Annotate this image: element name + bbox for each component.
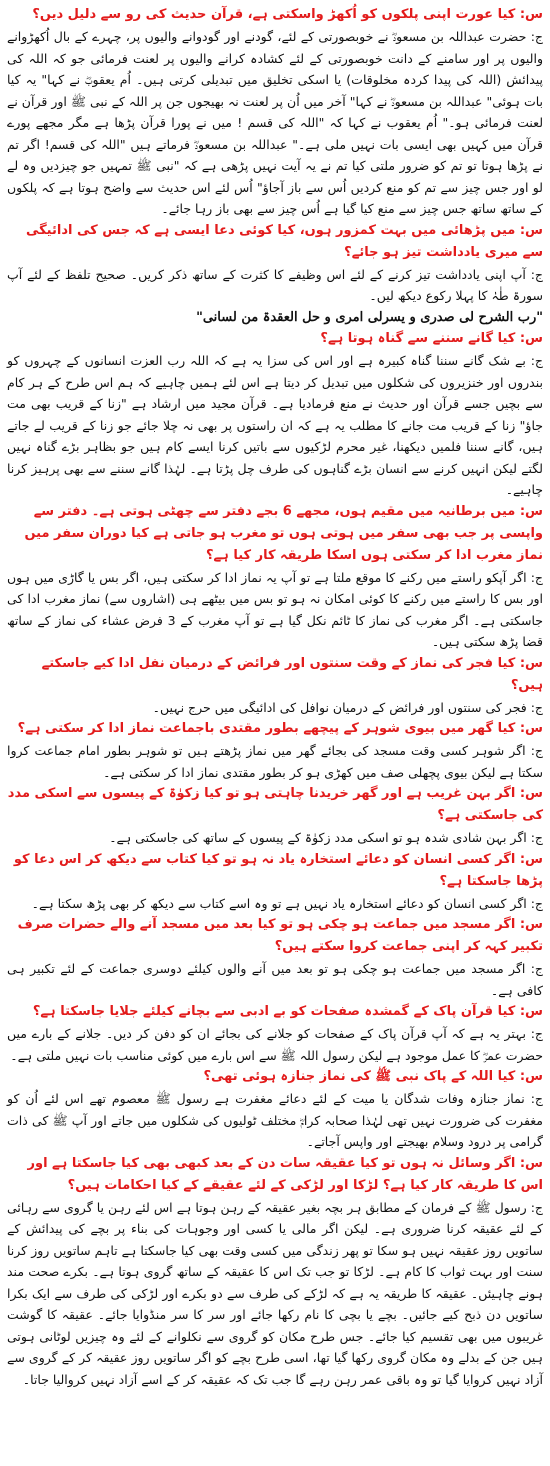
qa-item-3 [7, 328, 543, 501]
answer-9: ج: اگر مسجد میں جماعت ہو چکی ہو تو بعد میں آنے والوں کیلئے دوسری جماعت کے لئے تکبیر ہی کافی ہے۔ [7, 961, 543, 998]
qa-item-6 [7, 718, 543, 783]
answer-7: ج: اگر بہن شادی شدہ ہو تو اسکی مدد زکوٰۃ کے پیسوں کے ساتھ کی جاسکتی ہے۔ [109, 830, 543, 845]
answer-10: ج: بہتر یہ ہے کہ آپ قرآن پاک کے صفحات کو جلانے کی بجائے ان کو دفن کر دیں۔ جلانے کے بارے میں حضرت عمرؓ کا عمل موجود ہے لیکن رسول اللہ ﷺ سے اس بارے میں کوئی مناسب بات نہیں ملتی ہے۔ [7, 1026, 543, 1063]
answer-11: ج: نماز جنازہ وفات شدگان یا میت کے لئے دعائے مغفرت ہے رسول ﷺ معصوم تھے اس لئے اُن کو مغفرت کی ضرورت نہیں تھی لہٰذا صحابہ کرامؓ مختلف ٹولیوں کی شکلوں میں جاتے اور آپ ﷺ کی ذات گرامی پر درود وسلام بھیجتے اور واپس آجاتے۔ [7, 1091, 543, 1149]
qa-item-1 [7, 4, 543, 220]
question-4: س: میں برطانیہ میں مقیم ہوں، مجھے 6 بجے دفتر سے چھٹی ہوتی ہے۔ دفتر سے واپسی پر جب بھی سفر میں ہوتی ہوں تو مغرب ہو جاتی ہے کیا دوران سفر میں نماز مغرب ادا کر سکتی ہوں اسکا طریقہ کار کیا ہے؟ [24, 503, 543, 563]
answer-3: ج: بے شک گانے سننا گناہ کبیرہ ہے اور اس کی سزا یہ ہے کہ اللہ رب العزت انسانوں کے چہروں کو بندروں اور خنزیروں کی شکلوں میں تبدیل کر دیتا ہے اس لئے ہمیں چاہیے کہ ہم اس طرح کے ہر کام سے بچیں جسے قرآن اور حدیث نے منع فرمادیا ہے۔ قرآن مجید میں ارشاد ہے "زنا کے قریب بھی مت جاؤ" زنا کے قریب مت جانے کا مطلب یہ ہے کہ ان راستوں پر بھی نہ چلا جائے جو زنا کے قریب لے جاتے ہیں، گانے سننا فلمیں دیکھنا، غیر محرم لڑکیوں سے باتیں کرنا ایسے کام ہیں جو بظاہر بڑے گناہ نہیں لگتے لیکن انہیں کرنے سے انسان بڑے گناہوں کی طرف چل پڑتا ہے۔ لہٰذا گانے سننے سے بھی پرہیز کرنا چاہیے۔ [7, 353, 543, 497]
qa-item-12 [7, 1153, 543, 1391]
qa-item-2 [7, 220, 543, 329]
question-1: س: کیا عورت اپنی پلکوں کو اُکھڑ واسکتی ہے، قرآن حدیث کی رو سے دلیل دیں؟ [32, 7, 543, 22]
question-10: س: کیا قرآن پاک کے گمشدہ صفحات کو بے ادبی سے بچانے کیلئے جلایا جاسکتا ہے؟ [32, 1004, 543, 1019]
answer-5: ج: فجر کی سنتوں اور فرائض کے درمیان نوافل کی ادائیگی میں حرج نہیں۔ [152, 699, 543, 715]
qa-item-5 [7, 653, 543, 719]
qa-item-11 [7, 1066, 543, 1153]
question-8: س: اگر کسی انسان کو دعائے استخارہ یاد نہ ہو تو کیا کتاب سے دیکھ کر اس دعا کو پڑھا جاسکتا ہے؟ [13, 851, 543, 889]
question-11: س: کیا اللہ کے پاک نبی ﷺ کی نماز جنازہ ہوئی تھی؟ [203, 1069, 543, 1084]
answer-1: ج: حضرت عبداللہ بن مسعودؓ نے خوبصورتی کے لئے، گودنے اور گودوانے والیوں پر، چہرے کے بال اُکھڑوانے والیوں پر اور سامنے کے دانت خوبصورتی کے لئے کشادہ کرانے والیوں پر لعنت فرمائی جو کہ اللہ کی پیدائش (اللہ کی پیدا کردہ مخلوقات) یا اسکی تخلیق میں تبدیلی کرتی ہیں۔ اُم یعقوبؓ نے کہا" یہ کیا بات ہوئی" عبداللہ بن مسعودؓ نے کہا" آخر میں اُن پر لعنت نہ بھیجوں جن پر اللہ کے نبی ﷺ اور قرآن نے لعنت فرمائی ہو۔" اُم یعقوب نے کہا کہ "اللہ کی قسم ! میں نے پورا قرآن پڑھا ہے مگر مجھے پورے قرآن میں کہیں بھی ایسی بات نہیں ملی ہے۔" عبداللہ بن مسعودؓ فرماتے ہیں "اللہ کی قسم! اگر تم نے پڑھا ہوتا تو تم کو ضرور ملتی کیا تم نے یہ آیت نہیں پڑھی ہے کہ "نبی ﷺ تمہیں جو چیزدیں وہ لے لو اور جس چیز سے تم کو منع کردیں اُس سے باز آجاؤ" اُس لئے اس حدیث سے واضح ہوتا ہے کہ پلکوں کے ساتھ ساتھ جس چیز سے منع کیا گیا ہے اُس چیز سے بھی باز رہا جائے۔ [7, 29, 543, 216]
answer-12: ج: رسول ﷺ کے فرمان کے مطابق ہر بچہ بغیر عقیقہ کے رہن ہوتا ہے اس لئے رہن یا گروی سے رہائی کے لئے عقیقہ کرنا ضروری ہے۔ لیکن اگر مالی یا کسی اور وجوہات کی بناء پر بچے کی پیدائش کے ساتویں روز عقیقہ نہیں ہو سکا تو پھر زندگی میں کسی وقت بھی کیا جاسکتا ہے تاہم ساتویں روز کرنا سنت اور بہت ثواب کا کام ہے۔ لڑکا تو جب تک اس کا عقیقہ کے ساتھ گروی ہوتا ہے۔ بکرے صحت مند ہونے چاہیئں۔ عقیقہ کا طریقہ یہ ہے کہ لڑکے کی طرف سے دو بکرے اور لڑکی کی طرف سے ایک بکرا ساتویں دن ذبح کیے جائیں۔ بچے یا بچی کا نام رکھا جائے اور سر کا سر منڈوایا جائے۔ عقیقہ کا گوشت غریبوں میں بھی تقسیم کیا جائے۔ جس طرح مکان کو گروی سے نکلوانے کے لئے وہ چیزیں لوٹانی ہوتی ہیں جن کے بدلے وہ مکان گروی رکھا گیا تھا، اسی طرح بچے کو اگر ساتویں روز عقیقہ کر کے گروی سے آزاد نہیں کروایا گیا تو وہ باقی عمر رہن رہے گا جب تک کہ عقیقہ کر کے اسے آزاد نہیں کروالیا جاتا۔ [7, 1199, 543, 1387]
question-7: س: اگر بہن غریب ہے اور گھر خریدنا چاہتی ہو تو کیا زکوٰۃ کے پیسوں سے اسکی مدد کی جاسکتی ہے؟ [7, 786, 543, 823]
qa-item-9 [7, 914, 543, 1001]
answer-6: ج: اگر شوہر کسی وقت مسجد کی بجائے گھر میں نماز پڑھتے ہیں تو شوہر بطور امام جماعت کروا سکتا ہے لیکن بیوی پچھلی صف میں کھڑی ہو کر بطور مقتدی نماز ادا کر سکتی ہے۔ [7, 743, 543, 780]
qa-item-7 [7, 783, 543, 849]
question-12: س: اگر وسائل نہ ہوں تو کیا عقیقہ سات دن کے بعد کبھی بھی کیا جاسکتا ہے اور اس کا طریقہ کار کیا ہے؟ لڑکا اور لڑکی کے لئے عقیقے کے کیا احکامات ہیں؟ [27, 1155, 543, 1193]
qa-item-10 [7, 1001, 543, 1066]
answer-2: ج: آپ اپنی یادداشت تیز کرنے کے لئے اس وظیفے کا کثرت کے ساتھ ذکر کریں۔ صحیح تلفظ کے لئے آپ سورۃ طٰہٰ کا پہلا رکوع دیکھ لیں۔ [7, 266, 543, 303]
answer-4: ج: اگر آپکو راستے میں رکنے کا موقع ملتا ہے تو آپ یہ نماز ادا کر سکتی ہیں، اگر بس یا گاڑی میں ہوں اور بس کا راستے میں رکنے کا کوئی امکان نہ ہو تو بس میں بیٹھے ہی (اشاروں سے) نماز مغرب ادا کی جاسکتی ہے۔ اگر مغرب کی نماز کا ٹائم نکل گیا ہے تو آپ مغرب کے 3 فرض عشاء کی نماز کے ساتھ قضا پڑھ سکتی ہیں۔ [7, 569, 543, 649]
dua-text: "رب الشرح لی صدری و یسرلی امری و حل العقدۃ من لسانی" [196, 309, 543, 325]
question-3: س: کیا گانے سننے سے گناہ ہوتا ہے؟ [320, 331, 543, 346]
qa-item-8 [7, 849, 543, 915]
answer-8: ج: اگر کسی انسان کو دعائے استخارہ یاد نہیں ہے تو وہ اسے کتاب سے دیکھ کر بھی پڑھ سکتا ہے۔ [31, 895, 543, 911]
question-9: س: اگر مسجد میں جماعت ہو چکی ہو تو کیا بعد میں مسجد آنے والے حضرات صرف تکبیر کہہ کر اپنی جماعت کروا سکتے ہیں؟ [17, 917, 543, 954]
question-6: س: کیا گھر میں بیوی شوہر کے پیچھے بطور مقتدی باجماعت نماز ادا کر سکتی ہے؟ [17, 721, 543, 736]
question-2: س: میں پڑھائی میں بہت کمزور ہوں، کیا کوئی دعا ایسی ہے کہ جس کی ادائیگی سے میری یادداشت تیز ہو جائے؟ [25, 222, 543, 260]
question-5: س: کیا فجر کی نماز کے وقت سنتوں اور فرائض کے درمیان نفل ادا کیے جاسکتے ہیں؟ [41, 655, 543, 693]
qa-item-4 [7, 501, 543, 653]
